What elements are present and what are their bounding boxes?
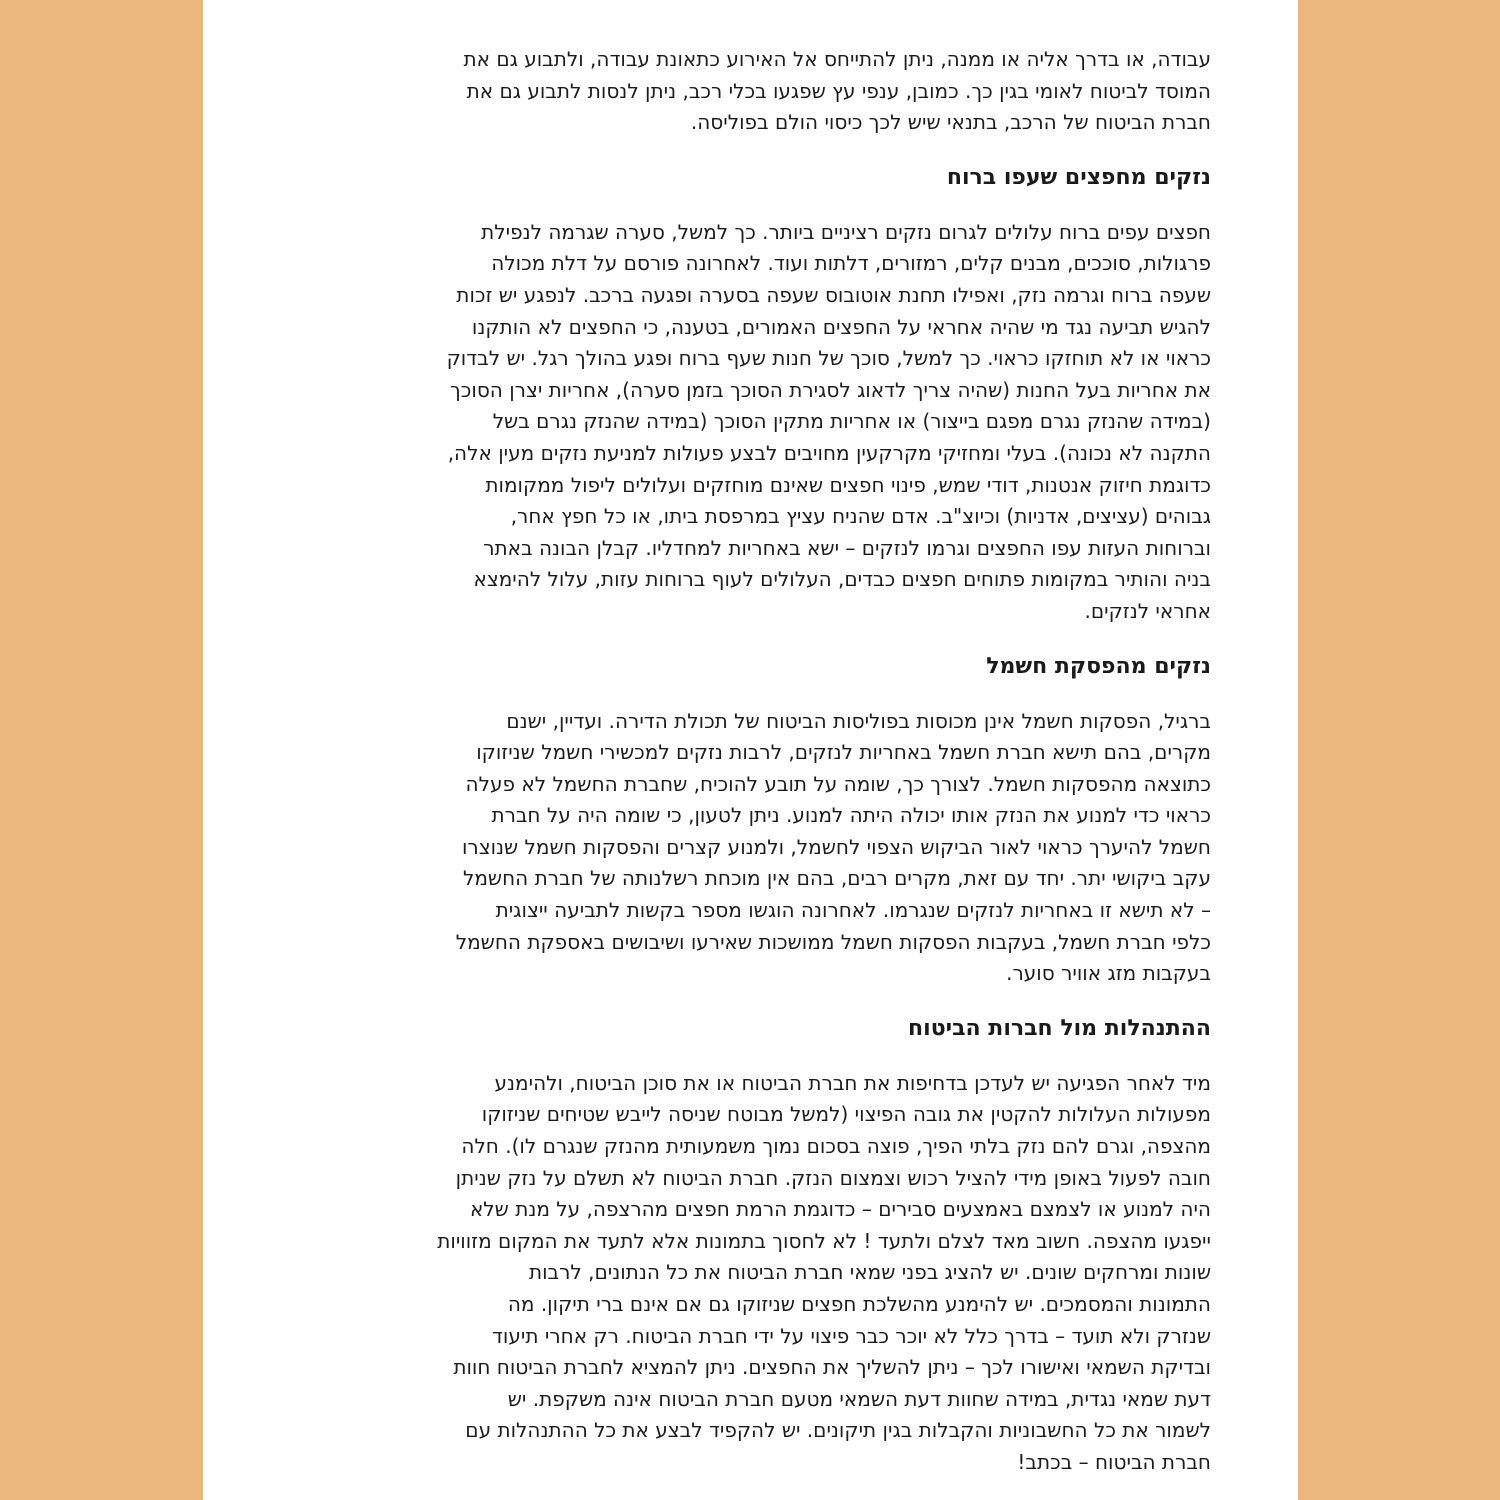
section-heading-wind-damage: נזקים מחפצים שעפו ברוח [946,164,1211,190]
article-content [331,44,1211,1479]
section-heading-power-outage: נזקים מהפסקת חשמל [986,653,1211,679]
intro-paragraph: עבודה, או בדרך אליה או ממנה, ניתן להתייחס אל האירוע כתאונת עבודה, ולתבוע גם את המוסד לביטוח לאומי בגין כך. כמובן, ענפי עץ שפגעו בכלי רכב, ניתן לנסות לתבוע גם את חברת הביטוח של הרכב, בתנאי שיש לכך כיסוי הולם בפוליסה. [463,47,1211,135]
document-page [203,0,1298,1500]
insurance-paragraph: מיד לאחר הפגיעה יש לעדכן בדחיפות את חברת הביטוח או את סוכן הביטוח, ולהימנע מפעולות העלולות להקטין את גובה הפיצוי (למשל מבוטח שניסה לייבש שטיחים שניזוקו מהצפה, וגרם להם נזק בלתי הפיך, פוצה בסכום נמוך משמעותית מהנזק שנגרם לו). חלה חובה לפעול באופן מידי להציל רכוש וצמצום הנזק. חברת הביטוח לא תשלם על נזק שניתן היה למנוע או לצמצם באמצעים סבירים – כדוגמת הרמת חפצים מהרצפה, על מנת שלא ייפגעו מהצפה. חשוב מאד לצלם ולתעד ! לא לחסוך בתמונות אלא לתעד את המקום מזוויות שונות ומרחקים שונים. יש להציג בפני שמאי חברת הביטוח את כל הנתונים, לרבות התמונות והמסמכים. יש להימנע מהשלכת חפצים שניזוקו גם אם אינם ברי תיקון. מה שנזרק ולא תועד – בדרך כלל לא יוכר כבר פיצוי על ידי חברת הביטוח. רק אחרי תיעוד ובדיקת השמאי ואישורו לכך – ניתן להשליך את החפצים. ניתן להמציא לחברת הביטוח חוות דעת שמאי נגדית, במידה שחוות דעת השמאי מטעם חברת הביטוח אינה משקפת. יש לשמור את כל החשבוניות והקבלות בגין תיקונים. יש להקפיד לבצע את כל ההתנהלות עם חברת הביטוח – בכתב! [437,1070,1211,1474]
section-heading-insurance: ההתנהלות מול חברות הביטוח [908,1015,1211,1041]
wind-damage-paragraph: חפצים עפים ברוח עלולים לגרום נזקים רציניים ביותר. כך למשל, סערה שגרמה לנפילת פרגולות, סוככים, מבנים קלים, רמזורים, דלתות ועוד. לאחרונה פורסם על דלת מכולה שעפה ברוח וגרמה נזק, ואפילו תחנת אוטובוס שעפה בסערה ופגעה ברכב. לנפגע יש זכות להגיש תביעה נגד מי שהיה אחראי על החפצים האמורים, בטענה, כי החפצים לא הותקנו כראוי או לא תוחזקו כראוי. כך למשל, סוכך של חנות שעף ברוח ופגע בהולך רגל. יש לבדוק את אחריות בעל החנות (שהיה צריך לדאוג לסגירת הסוכך בזמן סערה), אחריות יצרן הסוכך (במידה שהנזק נגרם מפגם בייצור) או אחריות מתקין הסוכך (במידה שהנזק נגרם בשל התקנה לא נכונה). בעלי ומחזיקי מקרקעין מחויבים לבצע פעולות למניעת נזקים מעין אלה, כדוגמת חיזוק אנטנות, דודי שמש, פינוי חפצים שאינם מוחזקים ועלולים ליפול ממקומות גבוהים (עציצים, אדניות) וכיוצ"ב. אדם שהניח עציץ במרפסת ביתו, או כל חפץ אחר, וברוחות העזות עפו החפצים וגרמו לנזקים – ישא באחריות למחדליו. קבלן הבונה באתר בניה והותיר במקומות פתוחים חפצים כבדים, העלולים לעוף ברוחות עזות, עלול להימצא אחראי לנזקים. [446,219,1211,623]
power-outage-paragraph: ברגיל, הפסקות חשמל אינן מכוסות בפוליסות הביטוח של תכולת הדירה. ועדיין, ישנם מקרים, בהם תישא חברת חשמל באחריות לנזקים, לרבות נזקים למכשירי חשמל שניזוקו כתוצאה מהפסקות חשמל. לצורך כך, שומה על תובע להוכיח, שחברת החשמל לא פעלה כראוי כדי למנוע את הנזק אותו יכולה היתה למנוע. ניתן לטעון, כי שומה היה על חברת חשמל להיערך כראוי לאור הביקוש הצפוי לחשמל, ולמנוע קצרים והפסקות חשמל שנוצרו עקב ביקושי יתר. יחד עם זאת, מקרים רבים, בהם אין מוכחת רשלנותה של חברת החשמל – לא תישא זו באחריות לנזקים שנגרמו. לאחרונה הוגשו מספר בקשות לתביעה ייצוגית כלפי חברת חשמל, בעקבות הפסקות חשמל ממושכות שאירעו ושיבושים באספקת החשמל בעקבות מזג אוויר סוער. [455,708,1211,986]
